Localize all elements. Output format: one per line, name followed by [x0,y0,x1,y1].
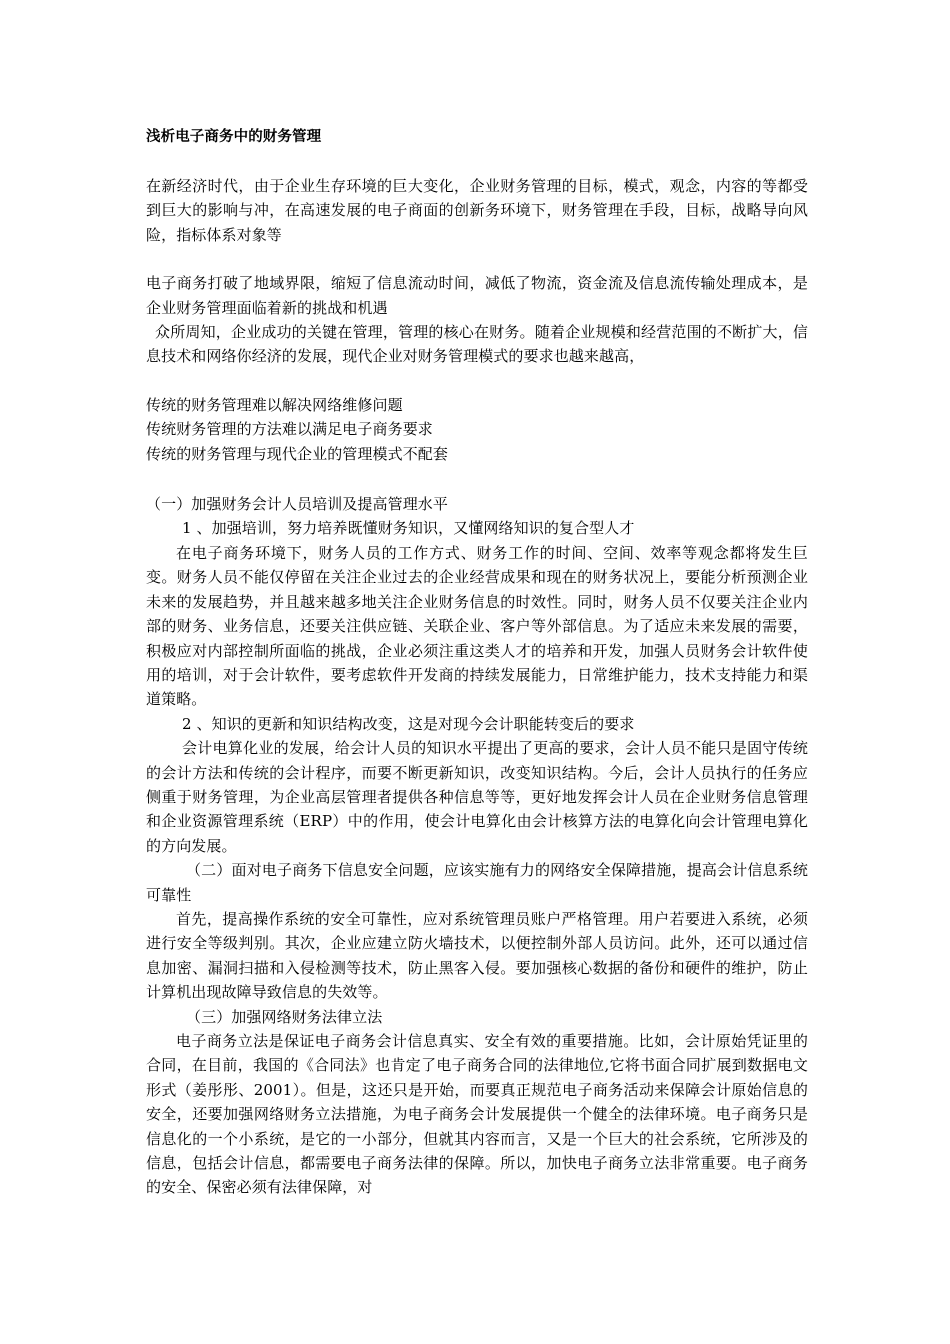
document-body [146,125,808,1200]
subsection-heading-1-2: 2 、知识的更新和知识结构改变，这是对现今会计职能转变后的要求 [182,714,635,733]
section-heading-2: （二）面对电子商务下信息安全问题，应该实施有力的网络安全保障措施，提高会计信息系统可靠性 [146,861,808,904]
paragraph-intro: 在新经济时代，由于企业生存环境的巨大变化，企业财务管理的目标，模式，观念，内容的等都受到巨大的影响与冲，在高速发展的电子商面的创新务环境下，财务管理在手段，目标，战略导向风险，指标体系对象等 [146,177,808,244]
paragraph-security: 首先，提高操作系统的安全可靠性，应对系统管理员账户严格管理。用户若要进入系统，必须进行安全等级判别。其次，企业应建立防火墙技术，以便控制外部人员访问。此外，还可以通过信息加密、漏洞扫描和入侵检测等技术，防止黑客入侵。要加强核心数据的备份和硬件的维护，防止计算机出现故障导致信息的失效等。 [146,909,808,1002]
section-heading-3: （三）加强网络财务法律立法 [186,1007,383,1026]
document-title: 浅析电子商务中的财务管理 [146,129,322,145]
list-item-traditional-1: 传统的财务管理难以解决网络维修问题 [146,395,403,414]
paragraph-management-core: 众所周知，企业成功的关键在管理，管理的核心在财务。随着企业规模和经营范围的不断扩大，信息技术和网络你经济的发展，现代企业对财务管理模式的要求也越来越高， [146,323,808,366]
paragraph-knowledge: 会计电算化业的发展，给会计人员的知识水平提出了更高的要求，会计人员不能只是固守传统的会计方法和传统的会计程序，而要不断更新知识，改变知识结构。今后，会计人员执行的任务应侧重于财务管理，为企业高层管理者提供各种信息等等，更好地发挥会计人员在企业财务信息管理和企业资源管理系统（ERP）中的作用，使会计电算化由会计核算方法的电算化向会计管理电算化的方向发展。 [146,739,808,855]
paragraph-ecommerce: 电子商务打破了地域界限，缩短了信息流动时间，减低了物流，资金流及信息流传输处理成本，是企业财务管理面临着新的挑战和机遇 [146,274,808,317]
blank-line [146,247,808,271]
list-item-traditional-2: 传统财务管理的方法难以满足电子商务要求 [146,420,433,439]
blank-line [146,369,808,393]
list-item-traditional-3: 传统的财务管理与现代企业的管理模式不配套 [146,444,449,463]
subsection-heading-1-1: 1 、加强培训，努力培养既懂财务知识，又懂网络知识的复合型人才 [182,519,635,538]
blank-line [146,466,808,492]
paragraph-training: 在电子商务环境下，财务人员的工作方式、财务工作的时间、空间、效率等观念都将发生巨变。财务人员不能仅停留在关注企业过去的企业经营成果和现在的财务状况上，要能分析预测企业未来的发展趋势，并且越来越多地关注企业财务信息的时效性。同时，财务人员不仅要关注企业内部的财务、业务信息，还要关注供应链、关联企业、客户等外部信息。为了适应未来发展的需要，积极应对内部控制所面临的挑战，企业必须注重这类人才的培养和开发，加强人员财务会计软件使用的培训，对于会计软件，要考虑软件开发商的持续发展能力，日常维护能力，技术支持能力和渠道策略。 [146,543,808,709]
section-heading-1: （一）加强财务会计人员培训及提高管理水平 [146,495,449,514]
paragraph-legislation: 电子商务立法是保证电子商务会计信息真实、安全有效的重要措施。比如，会计原始凭证里的合同，在目前，我国的《合同法》也肯定了电子商务合同的法律地位,它将书面合同扩展到数据电文形式（姜彤彤、2001）。但是，这还只是开始，而要真正规范电子商务活动来保障会计原始信息的安全，还要加强网络财务立法措施，为电子商务会计发展提供一个健全的法律环境。电子商务只是信息化的一个小系统，是它的一小部分，但就其内容而言，又是一个巨大的社会系统，它所涉及的信息，包括会计信息，都需要电子商务法律的保障。所以，加快电子商务立法非常重要。电子商务的安全、保密必须有法律保障，对 [146,1032,808,1197]
